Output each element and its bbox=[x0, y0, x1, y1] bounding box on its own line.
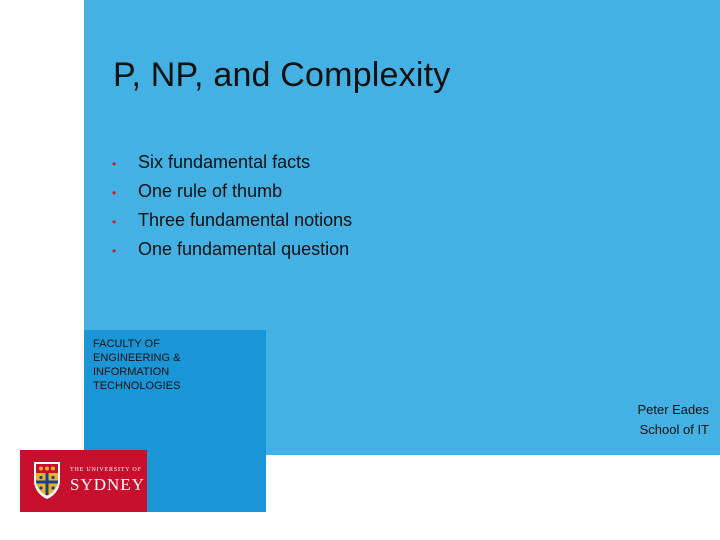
bullet-item bbox=[112, 237, 352, 266]
faculty-line: FACULTY OF bbox=[93, 338, 160, 350]
logo-small-text: THE UNIVERSITY OF bbox=[70, 467, 142, 473]
faculty-line: INFORMATION bbox=[93, 366, 170, 378]
bullet-text: One fundamental question bbox=[138, 239, 350, 259]
bullet-icon: • bbox=[112, 157, 117, 171]
slide-title: P, NP, and Complexity bbox=[113, 56, 451, 94]
faculty-name bbox=[93, 337, 253, 393]
logo-wordmark: SYDNEY bbox=[70, 475, 145, 494]
bullet-text: Three fundamental notions bbox=[138, 210, 353, 230]
faculty-line: ENGINEERING & bbox=[93, 352, 181, 364]
presenter-info bbox=[637, 400, 709, 440]
presenter-name: Peter Eades bbox=[637, 402, 709, 417]
bullet-icon: • bbox=[112, 186, 117, 200]
university-logo bbox=[20, 450, 147, 512]
bullet-icon: • bbox=[112, 215, 117, 229]
presenter-affiliation: School of IT bbox=[639, 422, 709, 437]
bullet-text: Six fundamental facts bbox=[138, 152, 311, 172]
bullet-icon: • bbox=[112, 244, 117, 258]
bullet-item bbox=[112, 150, 352, 179]
university-crest-icon bbox=[32, 460, 62, 500]
bullet-item bbox=[112, 208, 352, 237]
bullet-text: One rule of thumb bbox=[138, 181, 283, 201]
faculty-line: TECHNOLOGIES bbox=[93, 380, 181, 392]
bullet-item bbox=[112, 179, 352, 208]
bullet-list bbox=[112, 150, 352, 266]
